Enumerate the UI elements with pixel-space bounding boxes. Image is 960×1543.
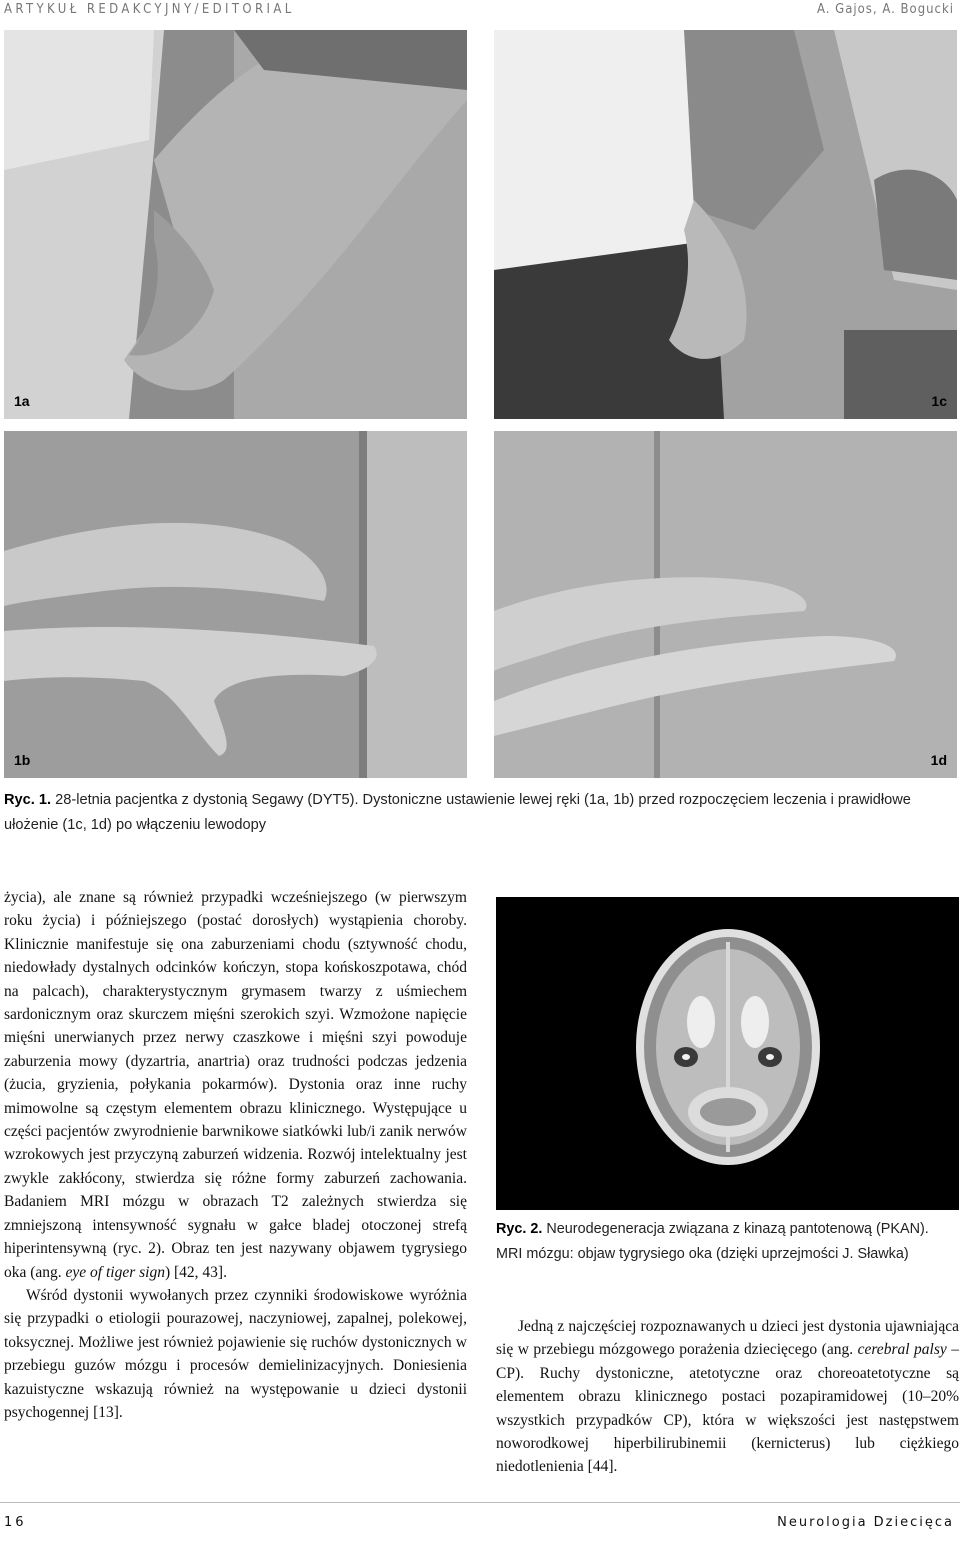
panel-label-1b: 1b [14, 752, 31, 768]
left-column [4, 886, 467, 1424]
journal-name: Neurologia Dziecięca [777, 1515, 954, 1530]
figure-panel-1d [494, 431, 957, 778]
figure-2-caption-text: Neurodegeneracja związana z kinazą pantotenową (PKAN). MRI mózgu: objaw tygrysiego oka (dzięki uprzejmości J. Sławka) [496, 1221, 929, 1262]
left-paragraph-1-italic: eye of tiger sign [65, 1263, 165, 1281]
left-paragraph-2: Wśród dystonii wywołanych przez czynniki środowiskowe wyróżnia się przypadki o etiologii pourazowej, naczyniowej, zapalnej, polekowej, toksycznej. Możliwe jest również pojawienie się ruchów dystonicznych w przebiegu guzów mózgu i procesów demielinizacyjnych. Doniesienia kazuistyczne wskazują również na występowanie u dzieci dystonii psychogennej [13]. [4, 1286, 467, 1421]
right-paragraph-1-text-a: Jedną z najczęściej rozpoznawanych u dzieci jest dystonia ujawniająca się w przebiegu mózgowego porażenia dziecięcego (ang. [496, 1318, 959, 1359]
panel-label-1d: 1d [930, 752, 947, 768]
left-paragraph-1 [4, 886, 467, 1284]
right-paragraph-1-text-b: – CP). Ruchy dystoniczne, atetotyczne oraz choreoatetotyczne są elementem obrazu klinicznego postaci pozapiramidowej (10–20% wszystkich przypadków CP), która w większości jest następstwem noworodkowej hiperbilirubinemii (kernicterus) lub ciężkiego niedotlenienia [44]. [496, 1341, 960, 1476]
left-paragraph-1-end: ) [42, 43]. [164, 1263, 227, 1281]
footer-rule [0, 1502, 960, 1503]
page-number: 16 [4, 1515, 27, 1530]
figure-panel-1a [4, 30, 467, 419]
authors-header: A. Gajos, A. Bogucki [816, 2, 954, 17]
right-paragraph-1-italic: cerebral palsy [857, 1341, 947, 1359]
figure-1-caption [4, 788, 956, 838]
right-column [496, 1315, 959, 1479]
section-header: ARTYKUŁ REDAKCYJNY/EDITORIAL [4, 2, 295, 17]
panel-label-1a: 1a [14, 393, 30, 409]
left-paragraph-1-text: życia), ale znane są również przypadki wcześniejszego (w pierwszym roku życia) i późniejszego (postać dorosłych) wystąpienia choroby. Klinicznie manifestuje się ona zaburzeniami chodu (sztywność chodu, niedowłady dystalnych odcinków kończyn, stopa końskoszpotawa, chód na palcach), charakterystycznym grymasem twarzy z uśmiechem sardonicznym oraz skurczem mięśni szerokich szyi. Wzmożone napięcie mięśni unerwianych przez nerwy czaszkowe i mięśni szyi powoduje zaburzenia mowy (dyzartria, anartria) oraz trudności podczas jedzenia (żucia, gryzienia, połykania pokarmów). Dystonia oraz inne ruchy mimowolne są częstym elementem obrazu klinicznego. Występujące u części pacjentów zwyrodnienie barwnikowe siatkówki lub/i zanik nerwów wzrokowych jest przyczyną zaburzeń widzenia. Rozwój intelektualny jest zwykle zakłócony, stwierdza się różne formy zaburzeń zachowania. Badaniem MRI mózgu w obrazach T2 zależnych stwierdza się zmniejszoną intensywność sygnału w gałce bladej otoczonej strefą hiperintensywną (ryc. 2). Obraz ten jest nazywany objawem tygrysiego oka (ang. [4, 889, 467, 1281]
figure-2-caption-prefix: Ryc. 2. [496, 1221, 543, 1237]
figure-1-caption-prefix: Ryc. 1. [4, 792, 52, 808]
figure-1-caption-text: 28-letnia pacjentka z dystonią Segawy (DYT5). Dystoniczne ustawienie lewej ręki (1a, 1b) przed rozpoczęciem leczenia i prawidłowe ułożenie (1c, 1d) po włączeniu lewodopy [4, 792, 911, 833]
figure-panel-1b [4, 431, 467, 778]
mri-brain-image [496, 897, 959, 1210]
figure-2-caption [496, 1217, 959, 1267]
right-paragraph-1 [496, 1315, 959, 1479]
panel-label-1c: 1c [931, 393, 947, 409]
figure-panel-1c [494, 30, 957, 419]
